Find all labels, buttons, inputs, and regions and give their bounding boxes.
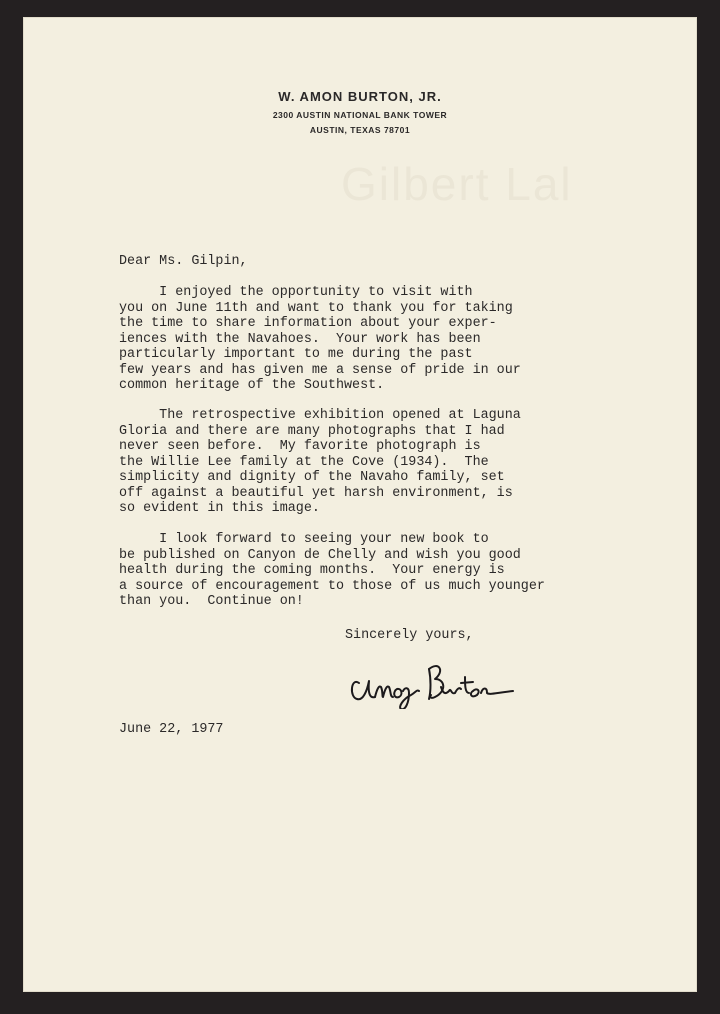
letterhead-address-line2: AUSTIN, TEXAS 78701 bbox=[309, 125, 411, 135]
letter-page bbox=[23, 17, 697, 992]
closing: Sincerely yours, bbox=[345, 628, 474, 643]
letterhead-name: W. AMON BURTON, JR. bbox=[278, 89, 442, 104]
handwritten-signature bbox=[345, 647, 525, 709]
letter-date: June 22, 1977 bbox=[119, 722, 224, 737]
body-paragraph-2: The retrospective exhibition opened at Laguna Gloria and there are many photographs that I had never seen before. My favorite photograph is the Willie Lee family at the Cove (1934). The simplicity and dignity of the Navaho family, set off against a beautiful yet harsh environment, is so evident in this image. bbox=[119, 408, 521, 516]
body-paragraph-1: I enjoyed the opportunity to visit with you on June 11th and want to thank you for taking the time to share information about your exper- iences with the Navahoes. Your work has been particularly important to me during the past few years and has given me a sense of pride in our common heritage of the Southwest. bbox=[119, 285, 521, 393]
salutation: Dear Ms. Gilpin, bbox=[119, 254, 248, 269]
paper-watermark: Gilbert Lal bbox=[341, 158, 573, 210]
letterhead-address-line1: 2300 AUSTIN NATIONAL BANK TOWER bbox=[272, 110, 448, 120]
body-paragraph-3: I look forward to seeing your new book to be published on Canyon de Chelly and wish you good health during the coming months. Your energy is a source of encouragement to those of us much younger than you. Continue on! bbox=[119, 532, 545, 609]
